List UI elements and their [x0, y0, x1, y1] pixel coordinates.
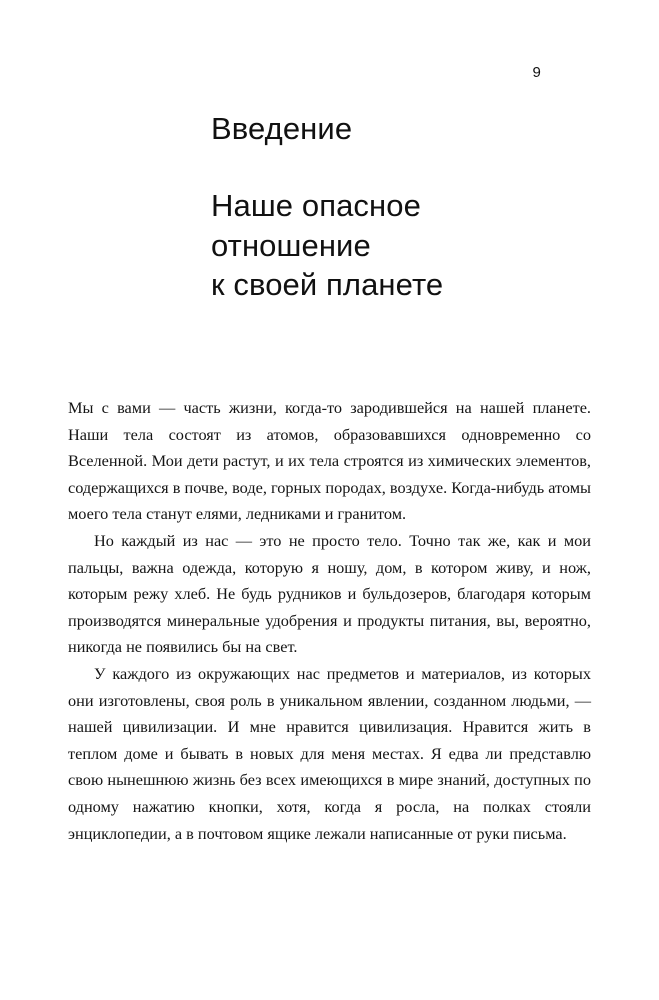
- paragraph: У каждого из окружающих нас предметов и материалов, из которых они изготовлены, своя роль в уникальном явлении, созданном людьми, — нашей цивилизации. И мне нравится цивилизация. Нравится жить в теплом доме и бывать в новых для меня местах. Я едва ли представлю свою нынешнюю жизнь без всех имеющихся в мире знаний, доступных по одному нажатию кнопки, хотя, когда я росла, на полках стояли энциклопедии, а в почтовом ящике лежали написанные от руки письма.: [68, 663, 591, 843]
- chapter-title: [211, 186, 541, 305]
- chapter-title-line-3: к своей планете: [211, 267, 444, 303]
- chapter-title-line-1: Наше опасное: [211, 188, 421, 224]
- chapter-title-line-2: отношение: [211, 227, 371, 263]
- chapter-kicker: Введение: [211, 111, 353, 146]
- page-heading-block: [211, 112, 597, 305]
- paragraph: Мы с вами — часть жизни, когда-то зародившейся на нашей планете. Наши тела состоят из атомов, образовавшихся одновременно со Вселенной. Мои дети растут, и их тела строятся из химических элементов, содержащихся в почве, воде, горных породах, воздухе. Когда-нибудь атомы моего тела станут елями, ледниками и гранитом.: [68, 398, 591, 524]
- body-text: [68, 395, 591, 847]
- page-number: 9: [532, 64, 541, 81]
- paragraph: Но каждый из нас — это не просто тело. Точно так же, как и мои пальцы, важна одежда, которую я ношу, дом, в котором живу, и нож, которым режу хлеб. Не будь рудников и бульдозеров, благодаря которым производятся минеральные удобрения и продукты питания, вы, вероятно, никогда не появились бы на свет.: [68, 530, 591, 657]
